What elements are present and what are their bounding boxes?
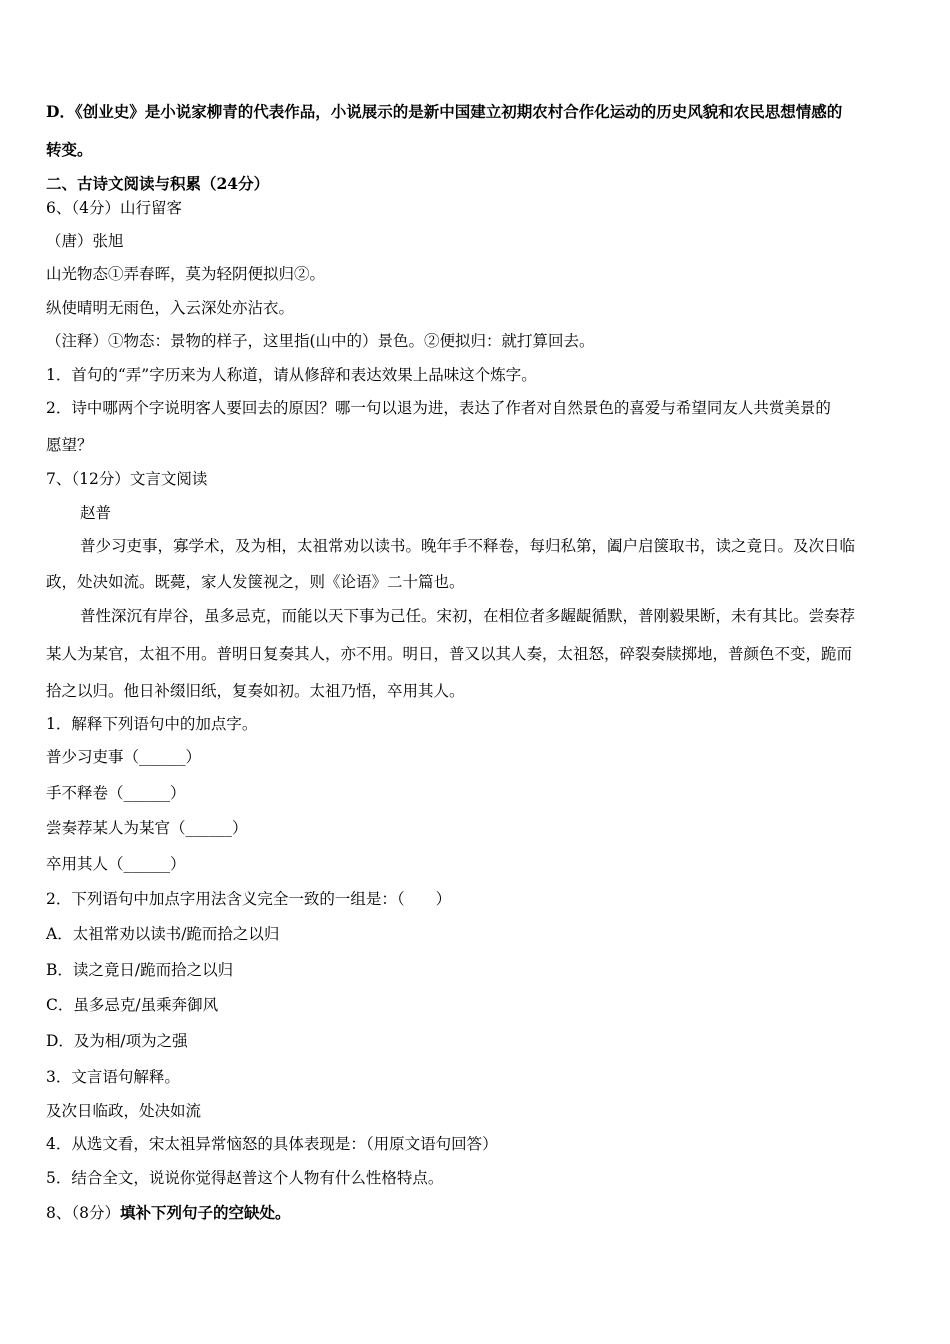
q8-line [46,1203,291,1223]
q8-prefix: 8、（8分） [46,1204,120,1222]
q6-note: （注释）①物态：景物的样子，这里指(山中的）景色。②便拟归：就打算回去。 [46,332,595,350]
q7-p2-line3: 拾之以归。他日补缀旧纸，复奏如初。太祖乃悟，卒用其人。 [46,682,465,700]
q7-sub1: 1．解释下列语句中的加点字。 [46,715,258,733]
q8-instruction: 填补下列句子的空缺处。 [119,1203,291,1222]
q7-option-d: D．及为相/项为之强 [46,1032,188,1050]
q7-blank2: 手不释卷（______） [46,784,186,802]
section2-title: 二、古诗文阅读与积累（24分） [46,174,270,193]
option-d-line2: 转变。 [46,140,93,159]
q7-option-a: A．太祖常劝以读书/跪而拾之以归 [46,925,280,943]
q7-sub2: 2．下列语句中加点字用法含义完全一致的一组是：（ ） [46,890,452,908]
q7-sub3: 3．文言语句解释。 [46,1068,180,1086]
q6-poem-line1: 山光物态①弄春晖，莫为轻阴便拟归②。 [46,265,326,283]
q7-sub3-sentence: 及次日临政，处决如流 [46,1102,202,1120]
q7-p2-line2: 某人为某官，太祖不用。普明日复奏其人，亦不用。明日，普又以其人奏，太祖怒，碎裂奏牍掷地，普颜色不变，跪而 [46,645,853,663]
q7-p1-line2: 政，处决如流。既薨，家人发箧视之，则《论语》二十篇也。 [46,573,465,591]
q6-poem-line2: 纵使晴明无雨色，入云深处亦沾衣。 [46,299,295,317]
q7-p2-line1: 普性深沉有岸谷，虽多忌克，而能以天下事为己任。宋初，在相位者多龌龊循默，普刚毅果断，未有其比。尝奏荐 [80,607,856,625]
q7-option-b: B．读之竟日/跪而拾之以归 [46,961,234,979]
option-d-line1: D．《创业史》是小说家柳青的代表作品，小说展示的是新中国建立初期农村合作化运动的历史风貌和农民思想情感的 [46,102,843,121]
q6-header: 6、（4分）山行留客 [46,199,182,217]
q7-header: 7、（12分）文言文阅读 [46,470,208,488]
q7-blank1: 普少习吏事（______） [46,748,202,766]
q7-sub4: 4．从选文看，宋太祖异常恼怒的具体表现是：（用原文语句回答） [46,1135,498,1153]
q6-sub2-line1: 2．诗中哪两个字说明客人要回去的原因？哪一句以退为进，表达了作者对自然景色的喜爱与希望同友人共赏美景的 [46,399,831,417]
q6-author: （唐）张旭 [46,232,124,250]
q7-sub5: 5．结合全文，说说你觉得赵普这个人物有什么性格特点。 [46,1169,444,1187]
q6-sub2-line2: 愿望？ [46,436,93,454]
q6-sub1: 1．首句的“弄”字历来为人称道，请从修辞和表达效果上品味这个炼字。 [46,366,537,384]
q7-p1-line1: 普少习吏事，寡学术，及为相，太祖常劝以读书。晚年手不释卷，每归私第，阖户启箧取书，读之竟日。及次日临 [80,537,856,555]
q7-title: 赵普 [80,504,112,522]
q7-blank4: 卒用其人（______） [46,855,186,873]
q7-option-c: C．虽多忌克/虽乘奔御风 [46,996,219,1014]
q7-blank3: 尝奏荐某人为某官（______） [46,819,248,837]
